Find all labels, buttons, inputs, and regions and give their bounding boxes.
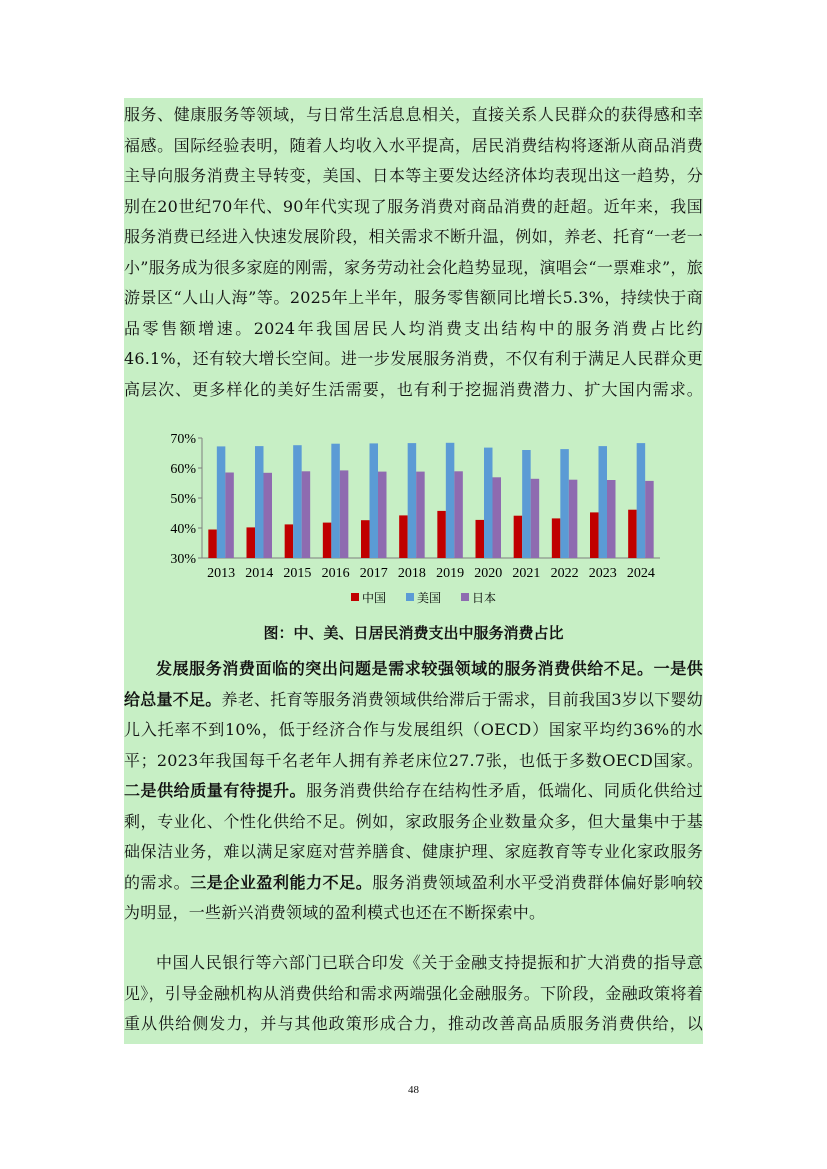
bar-日本-2018 [416,472,425,558]
paragraph-3: 中国人民银行等六部门已联合印发《关于金融支持提振和扩大消费的指导意见》，引导金融机构从消费供给和需求两端强化金融服务。下阶段，金融政策将着重从供给侧发力，并与其他政策形成合力，推动改善高品质服务消费供给，以 [124,953,703,1033]
bar-中国-2014 [247,527,256,558]
paragraph-2-lead: 发展服务消费面临的突出问题是需求较强领域的服务消费供给不足。一是供给总量不足。 [124,659,703,709]
bar-中国-2017 [361,520,370,558]
bar-美国-2023 [599,446,608,558]
bar-中国-2024 [628,510,637,558]
y-tick-label: 70% [170,432,196,447]
paragraph-2-bold-2: 二是供给质量有待提升。 [124,781,307,800]
x-tick-label: 2015 [283,566,312,581]
x-tick-label: 2013 [207,566,236,581]
chart-svg [124,428,703,618]
x-tick-label: 2016 [321,566,350,581]
legend-label-日本: 日本 [472,591,497,605]
bar-中国-2015 [285,524,294,558]
bar-中国-2022 [552,518,561,558]
legend-swatch-日本 [461,593,469,601]
bar-日本-2015 [302,471,311,558]
x-tick-label: 2017 [359,566,388,581]
bar-日本-2020 [493,477,502,558]
bar-中国-2019 [437,511,446,558]
bar-日本-2021 [531,479,540,558]
bar-日本-2022 [569,480,578,558]
page-number: 48 [408,1084,419,1096]
paragraph-2-text-3: 服务消费领域盈利水平受消费群体偏好影响较为明显，一些新兴消费领域的盈利模式也还在不断探索中。 [124,872,703,922]
bar-中国-2020 [476,520,485,558]
figure-caption: 图：中、美、日居民消费支出中服务消费占比 [263,624,564,642]
bar-美国-2013 [217,446,226,558]
legend-swatch-美国 [406,593,414,601]
x-tick-label: 2022 [550,566,579,581]
bar-日本-2016 [340,470,349,558]
y-tick-label: 40% [170,522,196,537]
bar-日本-2024 [645,481,654,558]
service-consumption-chart [124,428,703,618]
paragraph-2 [124,654,703,929]
bar-中国-2013 [208,530,217,559]
bar-日本-2013 [225,473,234,559]
paragraph-2-bold-3: 三是企业盈利能力不足。 [190,872,373,892]
bar-美国-2021 [522,450,531,558]
x-tick-label: 2014 [245,566,274,581]
bar-美国-2022 [560,449,569,558]
bar-美国-2020 [484,448,493,558]
x-tick-label: 2019 [436,566,465,581]
bar-美国-2016 [331,444,340,558]
legend-label-美国: 美国 [417,591,442,605]
x-tick-label: 2024 [626,566,655,581]
x-tick-label: 2021 [512,566,541,581]
bar-美国-2015 [293,445,302,558]
paragraph-2-text-2: 服务消费供给存在结构性矛盾，低端化、同质化供给过剩，专业化、个性化供给不足。例如，家政服务企业数量众多，但大量集中于基础保洁业务，难以满足家庭对营养膳食、健康护理、家庭教育等专业化家政服务的需求。 [124,781,703,892]
content-area [124,98,703,1044]
paragraph-1: 服务、健康服务等领域，与日常生活息息相关，直接关系人民群众的获得感和幸福感。国际经验表明，随着人均收入水平提高，居民消费结构将逐渐从商品消费主导向服务消费主导转变，美国、日本等主要发达经济体均表现出这一趋势，分别在20世纪70年代、90年代实现了服务消费对商品消费的赶超。近年来，我国服务消费已经进入快速发展阶段，相关需求不断升温，例如，养老、托育“一老一小”服务成为很多家庭的刚需，家务劳动社会化趋势显现，演唱会“一票难求”，旅游景区“人山人海”等。2025年上半年，服务零售额同比增长5.3%，持续快于商品零售额增速。2024年我国居民人均消费支出结构中的服务消费占比约46.1%，还有较大增长空间。进一步发展服务消费，不仅有利于满足人民群众更高层次、更多样化的美好生活需要，也有利于挖掘消费潜力、扩大国内需求。 [124,105,703,399]
bar-日本-2017 [378,472,387,558]
y-tick-label: 50% [170,492,196,507]
bar-日本-2019 [454,471,463,558]
paragraph-2-text-1: 养老、托育等服务消费领域供给滞后于需求，目前我国3岁以下婴幼儿入托率不到10%，低于经济合作与发展组织（OECD）国家平均约36%的水平；2023年我国每千名老年人拥有养老床位27.7张，也低于多数OECD国家。 [124,689,703,770]
bar-美国-2024 [637,443,646,558]
x-tick-label: 2020 [474,566,503,581]
bar-美国-2014 [255,446,264,558]
bar-中国-2023 [590,512,599,558]
bar-日本-2023 [607,480,616,558]
bar-中国-2016 [323,523,332,558]
bar-中国-2018 [399,515,408,558]
legend-swatch-中国 [351,593,359,601]
bar-日本-2014 [264,473,273,558]
bar-美国-2019 [446,443,455,558]
bar-中国-2021 [514,516,523,558]
legend-label-中国: 中国 [362,591,387,605]
bar-美国-2017 [370,443,379,558]
x-tick-label: 2023 [588,566,617,581]
y-tick-label: 60% [170,462,196,477]
bar-美国-2018 [408,443,417,558]
y-tick-label: 30% [170,552,196,567]
x-tick-label: 2018 [397,566,426,581]
